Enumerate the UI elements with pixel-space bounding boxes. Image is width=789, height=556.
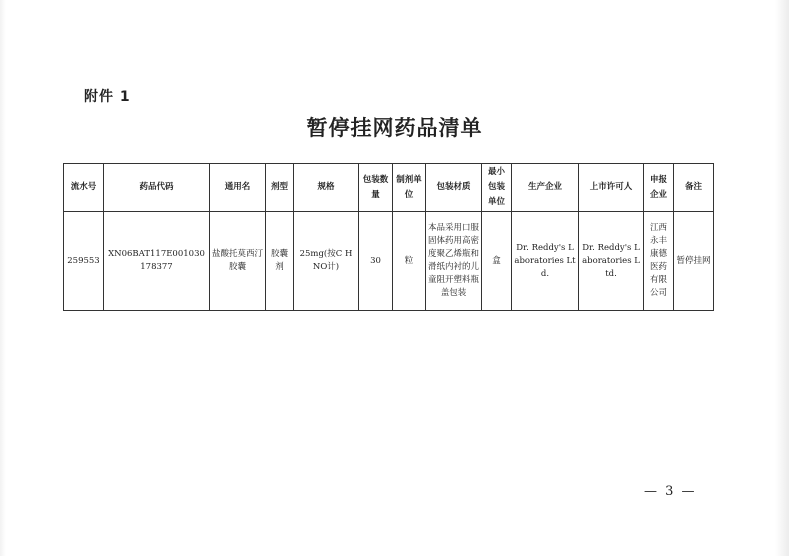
page-edge-shadow-right <box>775 0 789 556</box>
cell-serial-no: 259553 <box>64 212 104 311</box>
header-serial-no: 流水号 <box>64 164 104 212</box>
table-header-row <box>64 164 714 212</box>
header-preparation-unit: 制剂单位 <box>393 164 426 212</box>
cell-dosage-form: 胶囊剂 <box>266 212 294 311</box>
document-title: 暂停挂网药品清单 <box>306 115 483 140</box>
cell-preparation-unit: 粒 <box>393 212 426 311</box>
cell-marketing-authorization-holder: Dr. Reddy's Laboratories Ltd. <box>579 212 644 311</box>
page-number: — 3 — <box>644 484 697 499</box>
header-package-quantity: 包装数量 <box>359 164 393 212</box>
page-edge-shadow-left <box>0 0 6 556</box>
header-dosage-form: 剂型 <box>266 164 294 212</box>
cell-manufacturer: Dr. Reddy's Laboratories Ltd. <box>512 212 579 311</box>
cell-min-package-unit: 盒 <box>482 212 512 311</box>
header-drug-code: 药品代码 <box>104 164 210 212</box>
header-package-material: 包装材质 <box>426 164 482 212</box>
header-marketing-authorization-holder: 上市许可人 <box>579 164 644 212</box>
table-row <box>64 212 714 311</box>
cell-applicant: 江西永丰康德医药有限公司 <box>644 212 674 311</box>
cell-package-quantity: 30 <box>359 212 393 311</box>
cell-remarks: 暂停挂网 <box>674 212 714 311</box>
header-remarks: 备注 <box>674 164 714 212</box>
cell-specification: 25mg(按C H NO计) <box>294 212 359 311</box>
attachment-label: 附件 1 <box>84 89 131 105</box>
cell-generic-name: 盐酸托莫西汀胶囊 <box>210 212 266 311</box>
drug-list-table <box>63 163 714 311</box>
header-specification: 规格 <box>294 164 359 212</box>
cell-package-material: 本品采用口服固体药用高密度聚乙烯瓶和滑纸内衬的儿童阻开塑料瓶盖包装 <box>426 212 482 311</box>
header-applicant: 申报企业 <box>644 164 674 212</box>
header-manufacturer: 生产企业 <box>512 164 579 212</box>
cell-drug-code: XN06BAT117E001030178377 <box>104 212 210 311</box>
header-min-package-unit: 最小包装单位 <box>482 164 512 212</box>
header-generic-name: 通用名 <box>210 164 266 212</box>
